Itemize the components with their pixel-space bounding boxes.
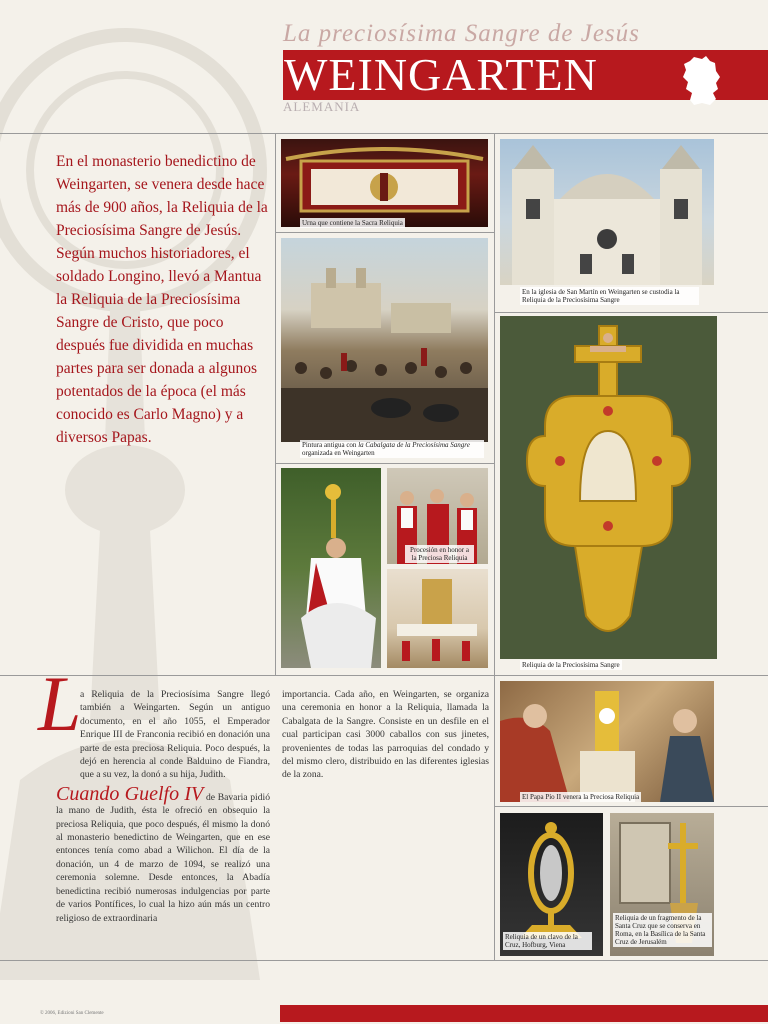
caption-reliquary: Reliquia de la Preciosísima Sangre — [522, 661, 620, 669]
divider — [494, 312, 768, 313]
divider — [0, 133, 768, 134]
paragraph-2: Cuando Guelfo IV de Bavaria pidió la mano de Judith, ésta le ofreció en obsequio la preciosa Reliquia, que poco después, él mismo la donó al monasterio benedictino de Weingarten, que en ese entonces tenía como abad a Wilichon. El día de la donación, un 4 de marzo de 1094, se realizó una ceremonia solemne. Desde entonces, la Abadía benedictina recibió numerosas indulgencias por parte de varios Pontífices, lo cual la hizo aún más un centro religioso de extraordinaria — [56, 782, 270, 924]
church-photo — [500, 139, 714, 285]
intro-text: En el monasterio benedictino de Weingarten, se venera desde hace más de 900 años, la Reliquia de la Preciosísima Sangre de Jesús. Según muchos historiadores, el soldado Longino, llevó a Mantua la Reliquia de la Preciosísima Sangre de Cristo, que poco después fue dividida en muchas partes para ser donada a algunos potentados de la época (el más conocido es Carlo Magno) y a diversos Papas. — [56, 153, 268, 446]
altar-photo — [387, 569, 488, 668]
divider — [0, 675, 768, 676]
paragraph-1: a Reliquia de la Preciosísima Sangre llegó también a Weingarten. Según un antiguo documento, en el año 1055, el Emperador Enrique III de Franconia recibió en donación una parte de esta preciosa Reliquia. Poco después, la dejó en herencia al conde Balduino de Fiandra, que a su vez, la donó a su hija, Judith. — [80, 689, 270, 781]
urn-photo — [281, 139, 488, 227]
caption-nail: Reliquia de un clavo de la Cruz, Hofburg, Viena — [503, 932, 592, 950]
caption-urn: Urna que contiene la Sacra Reliquia — [302, 219, 403, 227]
caption-procession: Procesión en honor a la Preciosa Reliquia — [405, 545, 474, 563]
copyright: © 2006, Edizioni San Clemente — [40, 1011, 104, 1016]
drop-cap: L — [38, 660, 82, 747]
pope-fresco-photo — [500, 681, 714, 802]
caption-church: En la iglesia de San Martín en Weingarten se custodia la Reliquia de la Preciosísima Sangre — [520, 287, 699, 305]
body-column-1 — [56, 688, 270, 925]
header-country: ALEMANIA — [283, 99, 361, 114]
divider — [494, 806, 768, 807]
divider — [275, 463, 494, 464]
caption-painting: Pintura antigua con la Cabalgata de la Preciosísima Sangre organizada en Weingarten — [300, 440, 484, 458]
page-title: WEINGARTEN — [284, 49, 598, 100]
caption-pope: El Papa Pío II venera la Preciosa Reliquia — [522, 793, 640, 801]
germany-map-icon — [680, 55, 722, 107]
paragraph-2-lead: Cuando Guelfo IV — [56, 782, 204, 805]
header-subtitle: La preciosísima Sangre de Jesús — [283, 20, 640, 47]
painting-photo — [281, 238, 488, 442]
reliquary-photo — [500, 316, 717, 659]
body-column-2: importancia. Cada año, en Weingarten, se organiza una ceremonia en honor a la Reliquia, llamada la Cabalgata de la Sangre. Consiste en un desfile en el cual participan casi 3000 caballos con sus jinetes, provenientes de todas las parroquias del condado y del mismo clero, distribuido en las diferentes iglesias de la zona. — [282, 689, 489, 781]
divider — [275, 232, 494, 233]
priest-horse-photo — [281, 468, 381, 668]
caption-cross: Reliquia de un fragmento de la Santa Cruz que se conserva en Roma, en la Basílica de la Santa Cruz de Jerusalém — [613, 913, 712, 947]
divider — [494, 133, 495, 960]
divider — [0, 960, 768, 961]
footer-band — [280, 1005, 768, 1022]
